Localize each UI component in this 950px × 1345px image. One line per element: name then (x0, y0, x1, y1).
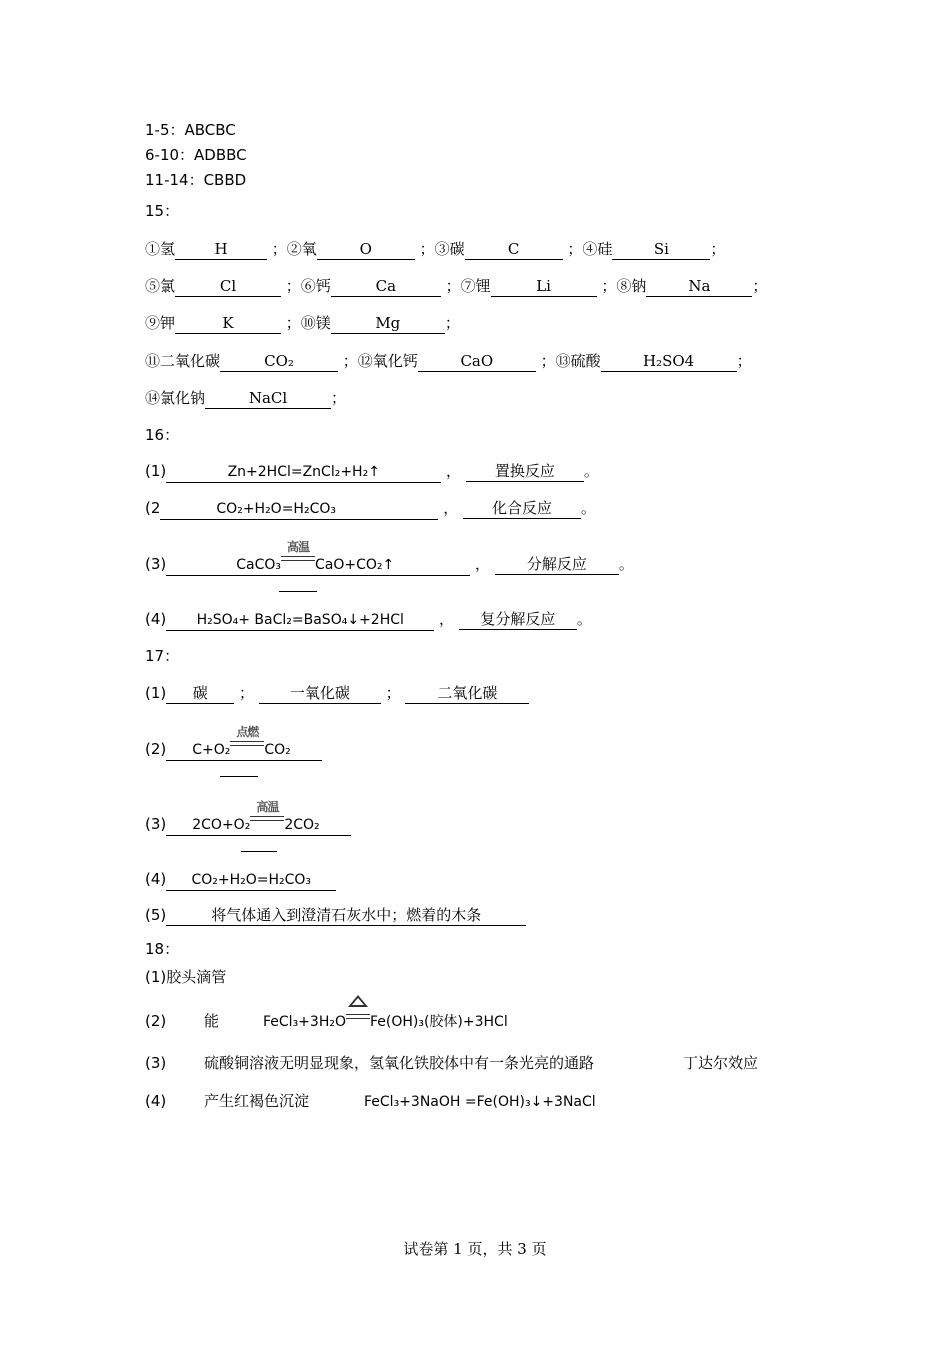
q15-key: ；⑫氧化钙 (342, 352, 418, 370)
condition-mark (230, 725, 264, 760)
blank-stub (220, 776, 258, 777)
q16-label: 16： (145, 426, 180, 444)
q15-answer: C (465, 239, 563, 260)
q15-key: ；②氧 (271, 240, 317, 258)
separator: ， (475, 555, 491, 573)
separator: ， (446, 462, 462, 480)
product: CO₂ (264, 742, 291, 758)
q15-answer: H₂SO4 (601, 351, 737, 372)
reaction-type: 置换反应 (466, 461, 584, 482)
q15-answer: Ca (331, 276, 441, 297)
q15-row-end: ； (444, 314, 460, 332)
q18-item-4 (145, 1090, 596, 1113)
equation-box (166, 540, 470, 576)
q15-answer: CaO (418, 351, 536, 372)
q15-key: ⑪二氧化碳 (145, 352, 221, 370)
q18-label: 18： (145, 940, 180, 958)
answer-b: FeCl₃+3NaOH =Fe(OH)₃↓+3NaCl (364, 1094, 596, 1110)
condition-mark (250, 800, 284, 835)
q15-answer: NaCl (205, 388, 331, 409)
heat-condition-mark (346, 1011, 370, 1033)
products: CaO+CO₂↑ (315, 557, 395, 573)
period: 。 (576, 610, 592, 628)
q17-item-4 (145, 868, 336, 891)
q15-row2 (145, 275, 767, 297)
q15-row-end: ； (736, 352, 752, 370)
answer-b: 一氧化碳 (259, 683, 381, 704)
q16-item-1 (145, 460, 599, 483)
blank-stub (241, 851, 277, 852)
q17-label: 17： (145, 647, 180, 665)
item-number: (2 (145, 499, 161, 517)
q15-answer: H (175, 239, 267, 260)
q16-item-4 (145, 608, 592, 631)
q15-answer: Cl (175, 276, 281, 297)
q15-row5 (145, 387, 346, 409)
condition-mark (281, 540, 315, 575)
q15-answer: CO₂ (220, 351, 338, 372)
reactants: C+O₂ (192, 742, 231, 758)
period: 。 (583, 462, 599, 480)
answer-a: 碳 (166, 683, 234, 704)
q15-key: ；③碳 (419, 240, 465, 258)
item-number: (4) (145, 610, 167, 628)
equation-box (166, 800, 351, 836)
q15-answer: Si (612, 239, 710, 260)
reactants: 2CO+O₂ (192, 817, 251, 833)
q17-item-3 (145, 800, 351, 836)
q15-row-end: ； (331, 389, 347, 407)
q15-row1 (145, 238, 725, 260)
answer-a: 硫酸铜溶液无明显现象，氢氧化铁胶体中有一条光亮的通路 (204, 1054, 595, 1072)
q15-key: ；⑬硫酸 (540, 352, 601, 370)
q15-answer: K (175, 313, 281, 334)
q15-key: ⑨钾 (145, 314, 176, 332)
product: 2CO₂ (284, 817, 320, 833)
equation: CO₂+H₂O=H₂CO₃ (160, 499, 438, 520)
item-number: (4) (145, 870, 167, 888)
condition-label: 高温 (287, 540, 310, 554)
q18-item-1: (1)胶头滴管 (145, 968, 227, 986)
item-number: (1) (145, 684, 167, 702)
separator: ， (443, 499, 459, 517)
item-number: (3) (145, 555, 167, 573)
q15-key: ；⑧钠 (601, 277, 647, 295)
q18-item-2 (145, 1010, 508, 1033)
equation: H₂SO₄+ BaCl₂=BaSO₄↓+2HCl (166, 610, 434, 631)
item-number: (4) (145, 1092, 167, 1110)
q16-item-3 (145, 540, 634, 576)
item-number: (3) (145, 1054, 167, 1072)
item-number: (1) (145, 462, 167, 480)
q15-key: ；⑦锂 (445, 277, 491, 295)
q15-row3 (145, 312, 460, 334)
q15-answer: Li (491, 276, 597, 297)
q15-row-end: ； (752, 277, 768, 295)
q15-key: ；⑥钙 (285, 277, 331, 295)
period: 。 (580, 499, 596, 517)
answer-a: 产生红褐色沉淀 (204, 1092, 310, 1110)
equation: Zn+2HCl=ZnCl₂+H₂↑ (166, 462, 441, 483)
mc-answers-1-5: 1-5：ABCBC (145, 121, 236, 139)
q18-item-3 (145, 1052, 758, 1074)
q15-key: ⑤氯 (145, 277, 176, 295)
item-number: (2) (145, 740, 167, 758)
q15-row4 (145, 350, 752, 372)
reaction-type: 化合反应 (463, 498, 581, 519)
item-number: (3) (145, 815, 167, 833)
condition-label: 点燃 (236, 725, 259, 739)
products: Fe(OH)₃(胶体)+3HCl (369, 1014, 508, 1030)
blank-stub (279, 591, 317, 592)
q15-answer: O (317, 239, 415, 260)
q15-answer: Na (646, 276, 752, 297)
mc-answers-11-14: 11-14：CBBD (145, 171, 247, 189)
reaction-type: 复分解反应 (459, 609, 577, 630)
answer-c: 二氧化碳 (405, 683, 529, 704)
separator: ； (239, 684, 255, 702)
condition-label: 高温 (256, 800, 279, 814)
period: 。 (618, 555, 634, 573)
equation: CO₂+H₂O=H₂CO₃ (166, 870, 336, 891)
q15-key: ①氢 (145, 240, 176, 258)
page-footer: 试卷第 1 页，共 3 页 (403, 1240, 547, 1258)
q15-answer: Mg (331, 313, 445, 334)
separator: ， (439, 610, 455, 628)
q15-key: ；④硅 (567, 240, 613, 258)
answer: 将气体通入到澄清石灰水中；燃着的木条 (166, 905, 526, 926)
reaction-type: 分解反应 (495, 554, 619, 575)
item-number: (5) (145, 906, 167, 924)
reactant: CaCO₃ (236, 557, 282, 573)
equation-box (166, 725, 322, 761)
q17-item-1 (145, 682, 529, 704)
answer-b: 丁达尔效应 (683, 1054, 759, 1072)
q15-label: 15： (145, 202, 180, 220)
q17-item-2 (145, 725, 322, 761)
q15-key: ；⑩镁 (285, 314, 331, 332)
q17-item-5 (145, 904, 526, 926)
separator: ； (385, 684, 401, 702)
reactants: FeCl₃+3H₂O (263, 1014, 346, 1030)
answer-a: 能 (204, 1012, 220, 1030)
q16-item-2 (145, 497, 596, 520)
item-number: (2) (145, 1012, 167, 1030)
mc-answers-6-10: 6-10：ADBBC (145, 146, 247, 164)
q15-row-end: ； (710, 240, 726, 258)
q15-key: ⑭氯化钠 (145, 389, 206, 407)
